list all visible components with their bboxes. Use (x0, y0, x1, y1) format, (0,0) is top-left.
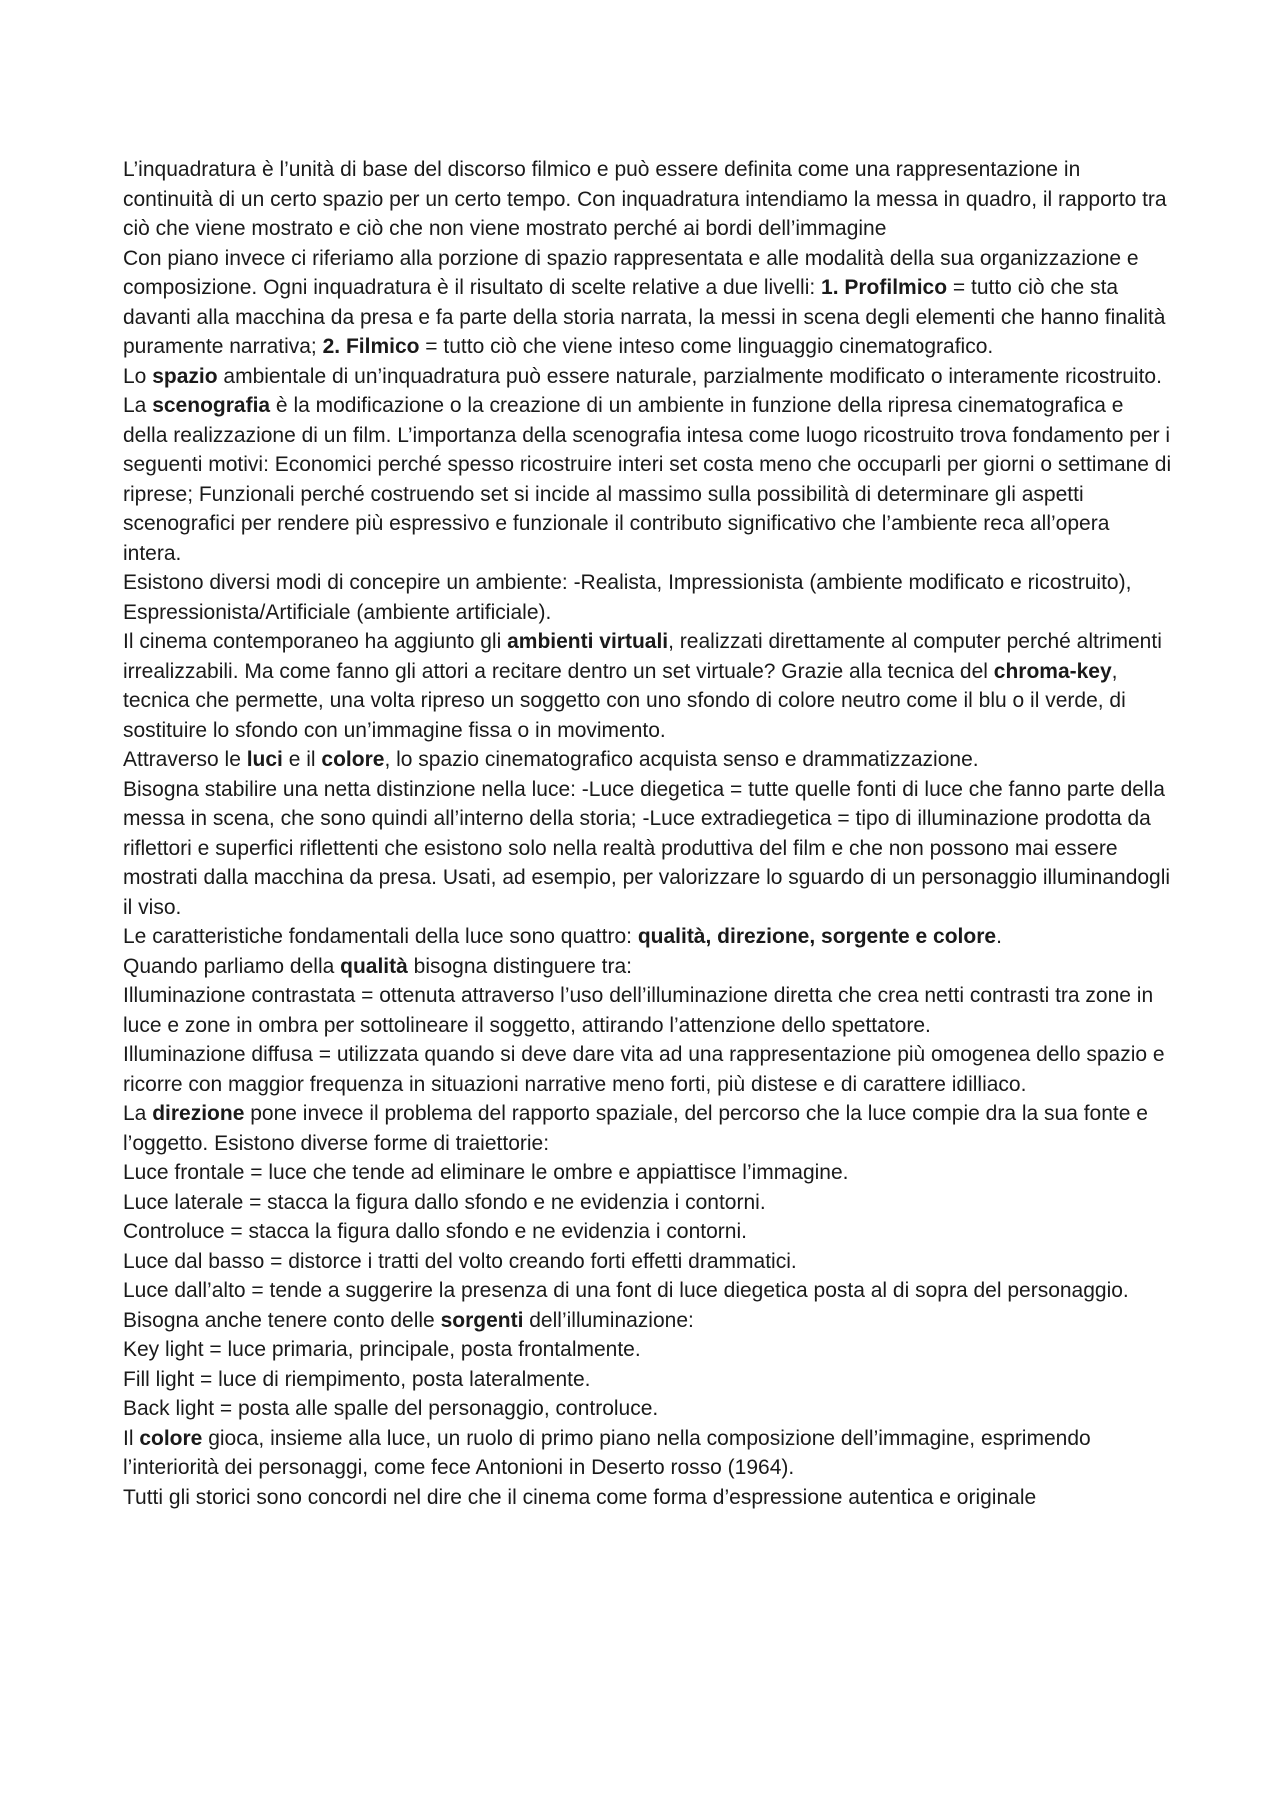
text-run: Back light = posta alle spalle del personaggio, controluce. (123, 1397, 659, 1420)
paragraph (123, 1424, 1173, 1483)
bold-term: spazio (152, 364, 218, 388)
paragraph (123, 1306, 1173, 1336)
text-run: , tecnica che permette, una volta ripreso un soggetto con uno sfondo di colore neutro come il blu o il verde, di sostituire lo sfondo con un’immagine fissa o in movimento. (123, 659, 1126, 742)
paragraph (123, 1394, 1173, 1424)
bold-term: ambienti virtuali (507, 630, 669, 653)
text-run: dell’illuminazione: (523, 1308, 694, 1332)
bold-term: qualità, direzione, sorgente e colore (637, 925, 997, 948)
paragraph (123, 627, 1173, 745)
paragraph (123, 244, 1173, 362)
paragraph (123, 981, 1173, 1040)
text-run: La (123, 1102, 153, 1125)
paragraph (123, 1158, 1173, 1188)
paragraph (123, 1483, 1173, 1513)
text-run: bisogna distinguere tra: (407, 954, 632, 978)
paragraph (123, 922, 1173, 952)
paragraph (123, 1247, 1173, 1277)
text-run: Luce frontale = luce che tende ad eliminare le ombre e appiattisce l’immagine. (123, 1161, 849, 1184)
bold-term: colore (321, 748, 385, 771)
text-run: pone invece il problema del rapporto spaziale, del percorso che la luce compie dra la sua fonte e l’oggetto. Esistono diverse forme di traiettorie: (123, 1102, 1148, 1155)
text-run: è la modificazione o la creazione di un ambiente in funzione della ripresa cinematografica e della realizzazione di un film. L’importanza della scenografia intesa come luogo ricostruito trova fondamento per i seguenti motivi: Economici perché spesso ricostruire interi set costa meno che occuparli per giorni o settimane di riprese; Funzionali perché costruendo set si incide al massimo sulla possibilità di determinare gli aspetti scenografici per rendere più espressivo e funzionale il contributo significativo che l’ambiente reca all’opera intera. (123, 394, 1172, 565)
bold-term: 2. Filmico (322, 335, 420, 358)
text-run: Esistono diversi modi di concepire un ambiente: -Realista, Impressionista (ambiente modificato e ricostruito), Espressionista/Artificiale (ambiente artificiale). (123, 571, 1132, 624)
bold-term: luci (246, 748, 283, 771)
paragraph (123, 1335, 1173, 1365)
text-run: gioca, insieme alla luce, un ruolo di primo piano nella composizione dell’immagine, esprimendo l’interiorità dei personaggi, come fece Antonioni in Deserto rosso (1964). (123, 1426, 1091, 1479)
text-run: Bisogna stabilire una netta distinzione nella luce: -Luce diegetica = tutte quelle fonti di luce che fanno parte della messa in scena, che sono quindi all’interno della storia; -Luce extradiegetica = tipo di illuminazione prodotta da riflettori e superfici riflettenti che esistono solo nella realtà produttiva del film e che non possono mai essere mostrati dalla macchina da presa. Usati, ad esempio, per valorizzare lo sguardo di un personaggio illuminandogli il viso. (123, 777, 1171, 919)
text-run: Luce dall’alto = tende a suggerire la presenza di una font di luce diegetica posta al di sopra del personaggio. (123, 1279, 1129, 1302)
paragraph (123, 745, 1173, 775)
bold-term: sorgenti (440, 1308, 524, 1332)
text-run: , realizzati direttamente al computer perché altrimenti irrealizzabili. Ma come fanno gli attori a recitare dentro un set virtuale? Grazie alla tecnica del (123, 630, 1162, 683)
bold-term: colore (139, 1426, 203, 1450)
bold-term: scenografia (152, 394, 271, 417)
text-run: Luce dal basso = distorce i tratti del volto creando forti effetti drammatici. (123, 1249, 797, 1273)
paragraph (123, 1188, 1173, 1218)
bold-term: direzione (152, 1102, 245, 1125)
bold-term: 1. Profilmico (821, 276, 948, 299)
text-run: = tutto ciò che viene inteso come linguaggio cinematografico. (419, 335, 994, 358)
text-run: Controluce = stacca la figura dallo sfondo e ne evidenzia i contorni. (123, 1220, 747, 1243)
text-run: Attraverso le (123, 748, 247, 771)
text-run: Lo (123, 364, 153, 388)
text-run: Le caratteristiche fondamentali della luce sono quattro: (123, 925, 638, 948)
text-run: e il (282, 748, 322, 771)
text-run: , lo spazio cinematografico acquista senso e drammatizzazione. (384, 748, 979, 771)
text-run: ambientale di un’inquadratura può essere naturale, parzialmente modificato o interamente ricostruito. La (123, 364, 1162, 417)
document-body (123, 155, 1173, 1512)
text-run: Bisogna anche tenere conto delle (123, 1308, 441, 1332)
text-run: Key light = luce primaria, principale, posta frontalmente. (123, 1338, 641, 1361)
paragraph (123, 775, 1173, 923)
text-run: Il cinema contemporaneo ha aggiunto gli (123, 630, 508, 653)
paragraph (123, 568, 1173, 627)
text-run: Illuminazione contrastata = ottenuta attraverso l’uso dell’illuminazione diretta che crea netti contrasti tra zone in luce e zone in ombra per sottolineare il soggetto, attirando l’attenzione dello spettatore. (123, 984, 1154, 1037)
paragraph (123, 1040, 1173, 1099)
paragraph (123, 155, 1173, 244)
paragraph (123, 1276, 1173, 1306)
paragraph (123, 1365, 1173, 1395)
text-run: Illuminazione diffusa = utilizzata quando si deve dare vita ad una rappresentazione più omogenea dello spazio e ricorre con maggior frequenza in situazioni narrative meno forti, più distese e di carattere idilliaco. (123, 1043, 1165, 1096)
text-run: . (996, 925, 1002, 948)
paragraph (123, 952, 1173, 982)
text-run: = tutto ciò che sta davanti alla macchina da presa e fa parte della storia narrata, la messi in scena degli elementi che hanno finalità puramente narrativa; (123, 276, 1166, 358)
text-run: Fill light = luce di riempimento, posta lateralmente. (123, 1367, 591, 1391)
paragraph (123, 1099, 1173, 1158)
text-run: L’inquadratura è l’unità di base del discorso filmico e può essere definita come una rappresentazione in continuità di un certo spazio per un certo tempo. Con inquadratura intendiamo la messa in quadro, il rapporto tra ciò che viene mostrato e ciò che non viene mostrato perché ai bordi dell’immagine (123, 158, 1167, 240)
paragraph (123, 362, 1173, 569)
text-run: Il (123, 1426, 140, 1450)
text-run: Con piano invece ci riferiamo alla porzione di spazio rappresentata e alle modalità della sua organizzazione e composizione. Ogni inquadratura è il risultato di scelte relative a due livelli: (123, 246, 1139, 299)
bold-term: chroma-key (993, 659, 1112, 683)
text-run: Quando parliamo della (123, 954, 341, 978)
text-run: Luce laterale = stacca la figura dallo sfondo e ne evidenzia i contorni. (123, 1190, 766, 1214)
paragraph (123, 1217, 1173, 1247)
bold-term: qualità (340, 954, 408, 978)
text-run: Tutti gli storici sono concordi nel dire che il cinema come forma d’espressione autentica e originale (123, 1485, 1037, 1509)
